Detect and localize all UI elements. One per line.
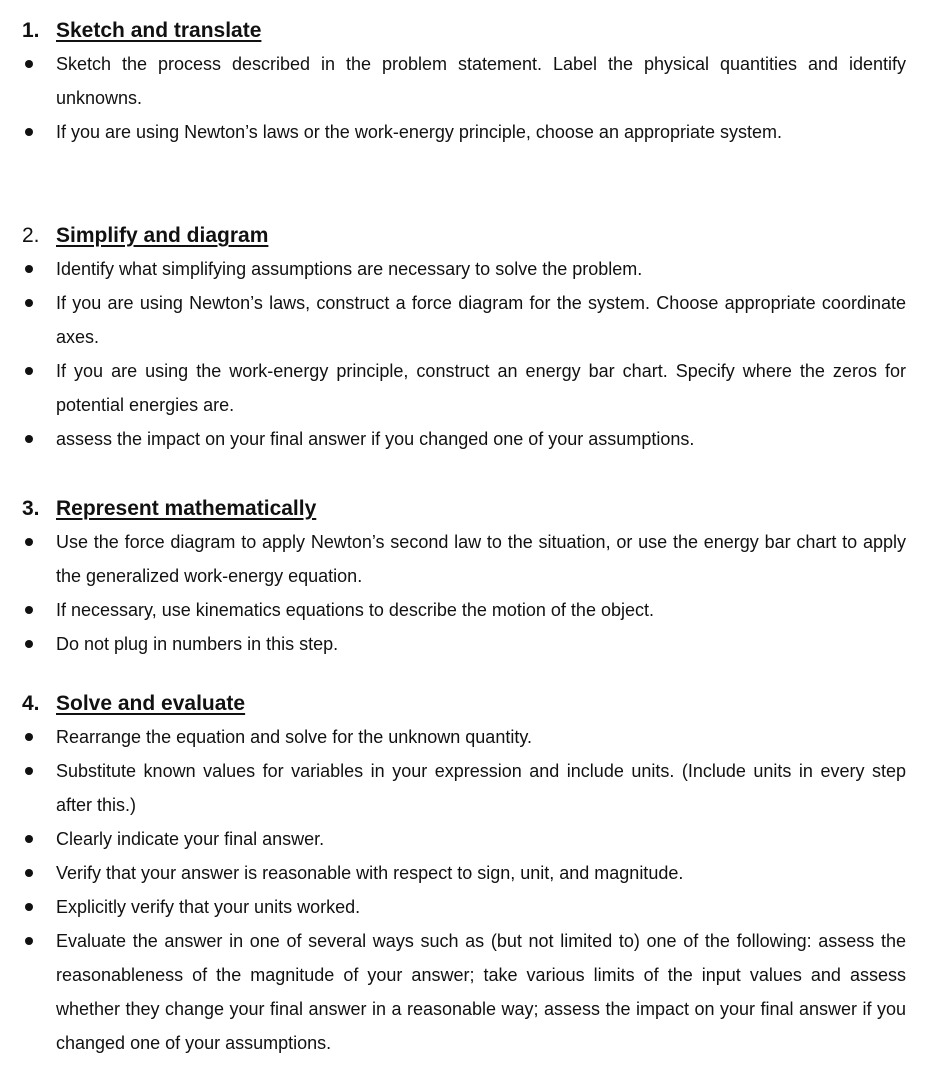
section-title: Simplify and diagram (56, 224, 269, 247)
bullet-icon (25, 767, 33, 775)
list-item (22, 115, 906, 149)
section-number: 2. (22, 224, 40, 247)
bullet-icon (25, 299, 33, 307)
bullet-icon (25, 128, 33, 136)
bullet-icon (25, 835, 33, 843)
bullet-icon (25, 435, 33, 443)
section-number: 3. (22, 497, 40, 520)
list-item (22, 754, 906, 822)
section-heading (22, 15, 906, 47)
list-item-text: Rearrange the equation and solve for the unknown quantity. (56, 727, 532, 747)
section-number: 1. (22, 19, 40, 42)
list-item (22, 252, 906, 286)
bullet-icon (25, 733, 33, 741)
list-item-text: If you are using Newton’s laws, construct a force diagram for the system. Choose appropriate coordinate axes. (56, 293, 906, 347)
bullet-list (22, 525, 906, 661)
list-item-text: Explicitly verify that your units worked. (56, 897, 361, 917)
list-item-text: Substitute known values for variables in your expression and include units. (Include units in every step after this.) (56, 761, 906, 815)
list-item (22, 890, 906, 924)
bullet-icon (25, 869, 33, 877)
section-heading (22, 220, 906, 252)
bullet-list (22, 720, 906, 1060)
list-item (22, 422, 906, 456)
list-item (22, 924, 906, 1060)
list-item-text: If necessary, use kinematics equations to describe the motion of the object. (56, 600, 654, 620)
list-item-text: Evaluate the answer in one of several ways such as (but not limited to) one of the following: assess the reasonableness of the magnitude of your answer; take various limits of the input values and assess whether they change your final answer in a reasonable way; assess the impact on your final answer if you changed one of your assumptions. (56, 931, 906, 1053)
list-item (22, 525, 906, 593)
list-item-text: Identify what simplifying assumptions are necessary to solve the problem. (56, 259, 643, 279)
bullet-icon (25, 937, 33, 945)
section-heading (22, 493, 906, 525)
list-item-text: assess the impact on your final answer if you changed one of your assumptions. (56, 429, 695, 449)
list-item (22, 286, 906, 354)
section-represent-mathematically (22, 493, 906, 661)
bullet-icon (25, 903, 33, 911)
bullet-list (22, 47, 906, 149)
bullet-list (22, 252, 906, 456)
bullet-icon (25, 606, 33, 614)
section-sketch-and-translate (22, 15, 906, 149)
section-title: Solve and evaluate (56, 692, 246, 715)
list-item-text: Sketch the process described in the problem statement. Label the physical quantities and identify unknowns. (56, 54, 906, 108)
section-title: Represent mathematically (56, 497, 317, 520)
list-item-text: Use the force diagram to apply Newton’s second law to the situation, or use the energy bar chart to apply the generalized work-energy equation. (56, 532, 906, 586)
list-item (22, 593, 906, 627)
section-solve-and-evaluate (22, 688, 906, 1060)
bullet-icon (25, 60, 33, 68)
list-item (22, 856, 906, 890)
list-item-text: If you are using Newton’s laws or the work-energy principle, choose an appropriate system. (56, 122, 783, 142)
bullet-icon (25, 640, 33, 648)
section-title: Sketch and translate (56, 19, 262, 42)
bullet-icon (25, 367, 33, 375)
list-item (22, 720, 906, 754)
section-heading (22, 688, 906, 720)
section-number: 4. (22, 692, 40, 715)
list-item (22, 47, 906, 115)
section-simplify-and-diagram (22, 220, 906, 456)
list-item-text: Verify that your answer is reasonable with respect to sign, unit, and magnitude. (56, 863, 684, 883)
list-item-text: If you are using the work-energy principle, construct an energy bar chart. Specify where the zeros for potential energies are. (56, 361, 906, 415)
list-item (22, 822, 906, 856)
bullet-icon (25, 538, 33, 546)
list-item-text: Do not plug in numbers in this step. (56, 634, 339, 654)
list-item (22, 354, 906, 422)
bullet-icon (25, 265, 33, 273)
list-item (22, 627, 906, 661)
list-item-text: Clearly indicate your final answer. (56, 829, 325, 849)
